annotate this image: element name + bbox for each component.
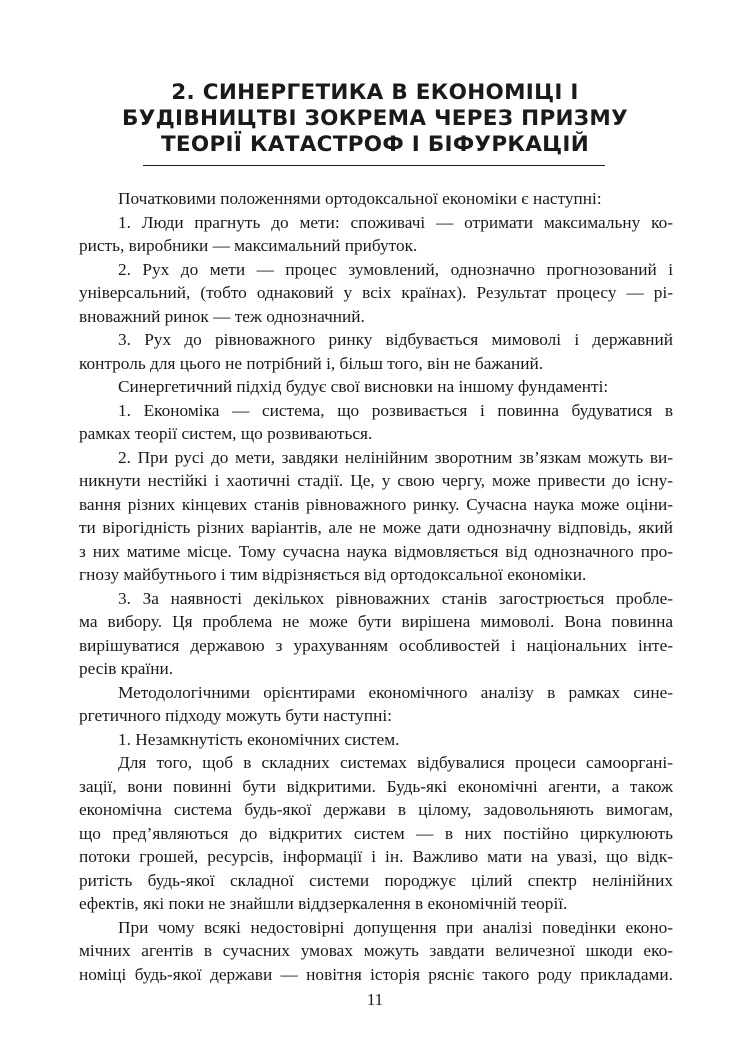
text-line: 3. Рух до рівноважного ринку відбувається мимоволі і державний [118,330,673,349]
text-line: ргетичного підходу можуть бути наступні: [79,706,392,725]
page-number: 11 [366,990,384,1009]
text-line: зації, вони повинні бути відкритими. Будь-які економічні агенти, а також [79,776,673,796]
text-line: вання різних кінцевих станів рівноважного ринку. Сучасна наука може оціни- [79,494,673,514]
text-line: гнозу майбутнього і тим відрізняється від ортодоксальної економіки. [79,565,587,584]
text-line: вирішуватися державою з урахуванням особливостей і національних інте- [79,635,673,655]
text-line: ристь, виробники — максимальний прибуток. [79,236,418,255]
chapter-heading [100,80,650,158]
text-line: економічна система будь-якої держави в цілому, задовольняють вимогам, [79,800,673,819]
text-line: контроль для цього не потрібний і, більш того, він не бажаний. [79,353,544,373]
text-line: 2. Рух до мети — процес зумовлений, однозначно прогнозований і [118,259,673,279]
text-line: ма вибору. Ця проблема не може бути вирішена мимоволі. Вона повинна [79,612,673,631]
text-line: універсальний, (тобто однаковий у всіх країнах). Результат процесу — рі- [79,283,673,302]
text-line: никнути нестійкі і хаотичні стадії. Це, у свою чергу, може привести до існу- [79,471,673,490]
text-line: 1. Незамкнутість економічних систем. [118,729,400,749]
text-line: рамках теорії систем, що розвиваються. [79,424,373,443]
text-line: Методологічними орієнтирами економічного аналізу в рамках сине- [118,682,673,702]
text-line: При чому всякі недостовірні допущення при аналізі поведінки еконо- [118,917,673,937]
text-line: потоки грошей, ресурсів, інформації і ін. Важливо мати на увазі, що відк- [79,847,673,866]
text-line: з них матиме місце. Тому сучасна наука відмовляється від однозначного про- [79,541,673,561]
text-line: ти вірогідність різних варіантів, але не може дати однозначну відповідь, який [79,518,673,537]
text-line: Початковими положеннями ортодоксальної економіки є наступні: [118,189,602,208]
text-line: 1. Економіка — система, що розвивається і повинна будуватися в [118,400,673,420]
heading-line: БУДІВНИЦТВІ ЗОКРЕМА ЧЕРЕЗ ПРИЗМУ [122,106,628,131]
text-line: 3. За наявності декількох рівноважних станів загострюється пробле- [118,588,673,608]
text-line: вноважний ринок — теж однозначний. [79,306,365,326]
text-line: що пред’являються до відкритих систем — в них постійно циркулюють [79,823,673,843]
heading-line: ТЕОРІЇ КАТАСТРОФ І БІФУРКАЦІЙ [160,132,590,157]
text-line: ресів країни. [79,659,174,678]
text-line: ритість будь-якої складної системи породжує цілий спектр нелінійних [79,870,673,890]
text-line: номіці будь-якої держави — новітня історія рясніє такого роду прикладами. [79,964,673,984]
text-line: Для того, щоб в складних системах відбувалися процеси самооргані- [118,753,673,772]
text-line: 2. При русі до мети, завдяки нелінійним зворотним зв’язкам можуть ви- [118,447,673,467]
text-line: ефектів, які поки не знайшли віддзеркалення в економічній теорії. [79,894,568,913]
heading-underline [143,165,605,166]
text-line: мічних агентів в сучасних умовах можуть завдати величезної шкоди еко- [79,941,673,960]
body-text [79,187,673,986]
text-line: Синергетичний підхід будує свої висновки на іншому фундаменті: [118,377,609,396]
heading-line: 2. СИНЕРГЕТИКА В ЕКОНОМІЦІ І [171,80,579,105]
text-line: 1. Люди прагнуть до мети: споживачі — отримати максимальну ко- [118,212,673,232]
